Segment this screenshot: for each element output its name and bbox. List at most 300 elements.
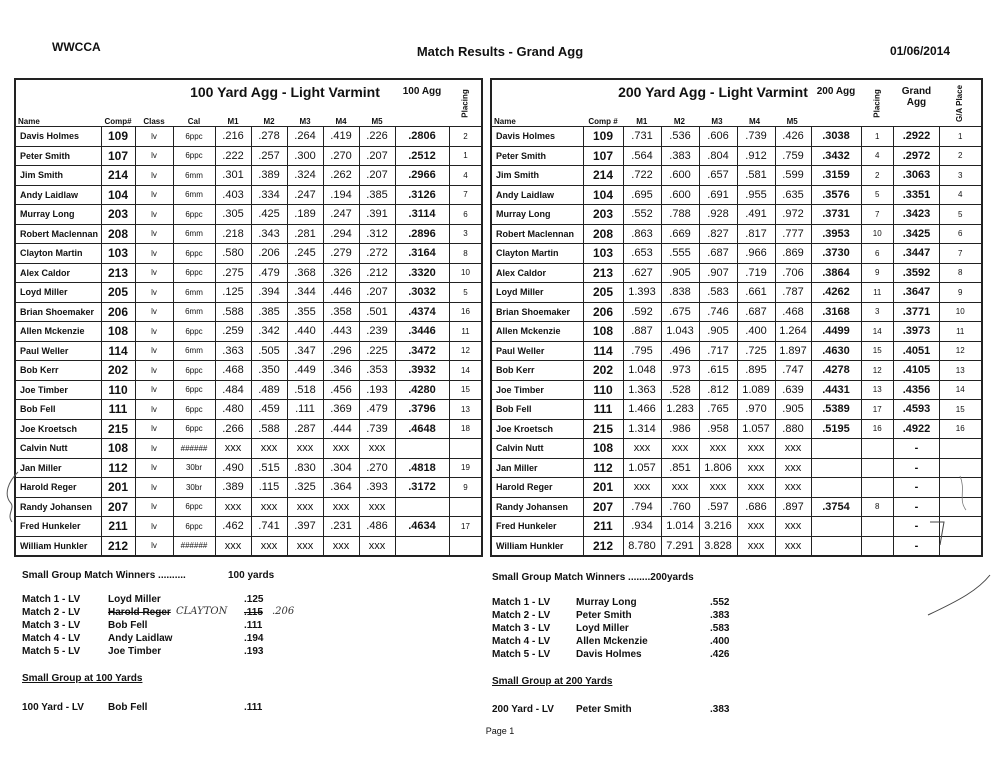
cell-m1: xxx <box>623 478 661 498</box>
cell-grand-agg: .4593 <box>893 400 939 420</box>
cell-class: lv <box>135 419 173 439</box>
cell-cal: 6mm <box>173 341 215 361</box>
cell-m4: xxx <box>323 439 359 459</box>
match-winner: Peter Smith <box>576 610 632 621</box>
cell-m5: .212 <box>359 263 395 283</box>
cell-name: Davis Holmes <box>491 127 583 147</box>
cell-agg: .2896 <box>395 224 449 244</box>
cell-m2: 1.283 <box>661 400 699 420</box>
cell-m1: .222 <box>215 146 251 166</box>
cell-ga-place: 14 <box>939 380 981 400</box>
cell-placing: 17 <box>449 517 482 537</box>
cell-grand-agg: .4356 <box>893 380 939 400</box>
table-row <box>15 517 482 537</box>
cell-name: Allen Mckenzie <box>15 322 101 342</box>
cell-name: Jim Smith <box>15 166 101 186</box>
cell-m1: .266 <box>215 419 251 439</box>
table-row <box>491 166 982 186</box>
cell-comp: 109 <box>101 127 135 147</box>
cell-m5: .635 <box>775 185 811 205</box>
cell-name: Bob Kerr <box>15 361 101 381</box>
cell-comp: 213 <box>583 263 623 283</box>
cell-class: lv <box>135 478 173 498</box>
table-title-200: 200 Yard Agg - Light Varmint <box>618 84 808 100</box>
cell-m3: .687 <box>699 244 737 264</box>
cell-class: lv <box>135 127 173 147</box>
cell-comp: 107 <box>101 146 135 166</box>
cell-m5: .207 <box>359 146 395 166</box>
table-row <box>491 536 982 556</box>
cell-name: Calvin Nutt <box>491 439 583 459</box>
col-m2: M2 <box>263 117 275 126</box>
cell-m2: .675 <box>661 302 699 322</box>
cell-m3: .765 <box>699 400 737 420</box>
cell-name: Loyd Miller <box>15 283 101 303</box>
cell-m2: .257 <box>251 146 287 166</box>
cell-name: Fred Hunkeler <box>15 517 101 537</box>
cell-m3: .324 <box>287 166 323 186</box>
cell-class: lv <box>135 302 173 322</box>
cell-placing <box>861 458 893 478</box>
cell-cal: 6mm <box>173 302 215 322</box>
cell-comp: 110 <box>583 380 623 400</box>
cell-m4: .955 <box>737 185 775 205</box>
right-sg-heading: Small Group at 200 Yards <box>492 676 613 687</box>
cell-name: Fred Hunkeler <box>491 517 583 537</box>
cell-m3: .583 <box>699 283 737 303</box>
cell-m2: .528 <box>661 380 699 400</box>
match-label: Match 1 - LV <box>22 594 81 605</box>
cell-m4: .279 <box>323 244 359 264</box>
left-sg-value: .111 <box>244 702 263 713</box>
cell-m5: 1.897 <box>775 341 811 361</box>
cell-comp: 215 <box>101 419 135 439</box>
cell-class: lv <box>135 166 173 186</box>
cell-agg: .3164 <box>395 244 449 264</box>
cell-m4: .419 <box>323 127 359 147</box>
cell-m4: xxx <box>737 478 775 498</box>
cell-agg: .4818 <box>395 458 449 478</box>
table-row <box>15 127 482 147</box>
table-row <box>15 146 482 166</box>
cell-m2: xxx <box>661 478 699 498</box>
cell-placing: 12 <box>449 341 482 361</box>
left-sg-label: 100 Yard - LV <box>22 702 84 713</box>
left-summary-yards: 100 yards <box>228 570 275 581</box>
table-row <box>491 302 982 322</box>
cell-name: Randy Johansen <box>491 497 583 517</box>
cell-m4: .294 <box>323 224 359 244</box>
cell-comp: 203 <box>101 205 135 225</box>
cell-m2: .505 <box>251 341 287 361</box>
cell-m2: .760 <box>661 497 699 517</box>
cell-grand-agg: .3063 <box>893 166 939 186</box>
cell-m3: 3.216 <box>699 517 737 537</box>
table-row <box>491 458 982 478</box>
cell-m4: .817 <box>737 224 775 244</box>
cell-m3: xxx <box>287 536 323 556</box>
cell-class: lv <box>135 536 173 556</box>
col-m3: M3 <box>711 117 723 126</box>
cell-m1: .490 <box>215 458 251 478</box>
table-row <box>15 263 482 283</box>
cell-agg: .4262 <box>811 283 861 303</box>
col-agg-100: 100 Agg <box>395 79 449 127</box>
cell-grand-agg: - <box>893 517 939 537</box>
match-label: Match 2 - LV <box>492 610 551 621</box>
cell-m5: xxx <box>775 439 811 459</box>
cell-grand-agg: .3647 <box>893 283 939 303</box>
cell-m3: .397 <box>287 517 323 537</box>
cell-m4: .686 <box>737 497 775 517</box>
cell-cal: 6mm <box>173 224 215 244</box>
cell-grand-agg: .4051 <box>893 341 939 361</box>
cell-m1: .731 <box>623 127 661 147</box>
cell-m1: .588 <box>215 302 251 322</box>
cell-class: lv <box>135 224 173 244</box>
cell-comp: 108 <box>583 439 623 459</box>
cell-m2: .555 <box>661 244 699 264</box>
cell-m2: xxx <box>661 439 699 459</box>
match-winner: Joe Timber <box>108 646 162 657</box>
table-row <box>15 205 482 225</box>
cell-ga-place: 15 <box>939 400 981 420</box>
cell-placing: 13 <box>449 400 482 420</box>
cell-name: Loyd Miller <box>491 283 583 303</box>
cell-placing: 7 <box>861 205 893 225</box>
cell-cal: ###### <box>173 536 215 556</box>
match-value: .383 <box>710 610 730 621</box>
cell-m1: .627 <box>623 263 661 283</box>
handwritten-correction-name: CLAYTON <box>176 606 228 617</box>
cell-m4: .895 <box>737 361 775 381</box>
match-value: .115 <box>244 607 263 618</box>
cell-ga-place: 2 <box>939 146 981 166</box>
cell-m4: 1.057 <box>737 419 775 439</box>
cell-cal: 6ppc <box>173 400 215 420</box>
cell-m5: .706 <box>775 263 811 283</box>
cell-m2: .741 <box>251 517 287 537</box>
cell-comp: 110 <box>101 380 135 400</box>
match-value: .426 <box>710 649 730 660</box>
cell-m3: .928 <box>699 205 737 225</box>
match-value: .111 <box>244 620 263 631</box>
pen-mark-left <box>0 468 30 528</box>
cell-grand-agg: .3351 <box>893 185 939 205</box>
cell-placing: 15 <box>861 341 893 361</box>
cell-m1: .259 <box>215 322 251 342</box>
cell-m2: .588 <box>251 419 287 439</box>
cell-m2: .394 <box>251 283 287 303</box>
cell-m2: .425 <box>251 205 287 225</box>
cell-m4: .247 <box>323 205 359 225</box>
cell-cal: 6ppc <box>173 361 215 381</box>
cell-m4: .444 <box>323 419 359 439</box>
cell-m2: .334 <box>251 185 287 205</box>
cell-m1: 1.314 <box>623 419 661 439</box>
match-value: .125 <box>244 594 264 605</box>
cell-m1: .125 <box>215 283 251 303</box>
table-row <box>491 517 982 537</box>
cell-comp: 104 <box>101 185 135 205</box>
cell-m5: .225 <box>359 341 395 361</box>
cell-placing <box>861 517 893 537</box>
cell-m5: xxx <box>359 536 395 556</box>
cell-m3: .905 <box>699 322 737 342</box>
cell-m4: xxx <box>323 536 359 556</box>
cell-agg: .4280 <box>395 380 449 400</box>
cell-agg: .4374 <box>395 302 449 322</box>
cell-agg: .4634 <box>395 517 449 537</box>
cell-m4: .400 <box>737 322 775 342</box>
cell-name: Alex Caldor <box>15 263 101 283</box>
cell-placing <box>861 536 893 556</box>
cell-m3: xxx <box>287 439 323 459</box>
cell-m5: xxx <box>775 458 811 478</box>
cell-name: Brian Shoemaker <box>491 302 583 322</box>
cell-agg: .3731 <box>811 205 861 225</box>
cell-grand-agg: - <box>893 439 939 459</box>
cell-agg: .2512 <box>395 146 449 166</box>
cell-m3: .597 <box>699 497 737 517</box>
cell-m2: .115 <box>251 478 287 498</box>
cell-m4: .739 <box>737 127 775 147</box>
cell-comp: 111 <box>583 400 623 420</box>
table-row <box>15 400 482 420</box>
cell-ga-place: 13 <box>939 361 981 381</box>
cell-cal: 6mm <box>173 185 215 205</box>
cell-m2: 7.291 <box>661 536 699 556</box>
cell-cal: 6ppc <box>173 497 215 517</box>
left-sg-name: Bob Fell <box>108 702 148 713</box>
cell-m3: .606 <box>699 127 737 147</box>
cell-m1: .592 <box>623 302 661 322</box>
cell-grand-agg: .2972 <box>893 146 939 166</box>
cell-m1: 1.393 <box>623 283 661 303</box>
cell-placing: 2 <box>449 127 482 147</box>
cell-agg <box>811 458 861 478</box>
cell-ga-place: 6 <box>939 224 981 244</box>
col-placing: Placing <box>460 88 470 118</box>
cell-m2: .851 <box>661 458 699 478</box>
cell-class: lv <box>135 146 173 166</box>
table-row <box>491 478 982 498</box>
cell-placing: 13 <box>861 380 893 400</box>
cell-m2: .905 <box>661 263 699 283</box>
cell-m5: xxx <box>359 439 395 459</box>
cell-m2: .383 <box>661 146 699 166</box>
cell-m3: .111 <box>287 400 323 420</box>
report-date: 01/06/2014 <box>889 44 950 58</box>
cell-comp: 211 <box>101 517 135 537</box>
table-row <box>491 419 982 439</box>
cell-m5: .787 <box>775 283 811 303</box>
cell-m3: .657 <box>699 166 737 186</box>
cell-m4: xxx <box>737 439 775 459</box>
cell-m5: .239 <box>359 322 395 342</box>
cell-agg: .3796 <box>395 400 449 420</box>
cell-m3: .347 <box>287 341 323 361</box>
match-value: .552 <box>710 597 730 608</box>
cell-name: Harold Reger <box>15 478 101 498</box>
cell-m3: .247 <box>287 185 323 205</box>
cell-ga-place: 11 <box>939 322 981 342</box>
cell-m4: .725 <box>737 341 775 361</box>
table-row <box>491 322 982 342</box>
cell-comp: 202 <box>583 361 623 381</box>
cell-comp: 112 <box>583 458 623 478</box>
cell-m4: .296 <box>323 341 359 361</box>
right-sg-value: .383 <box>710 704 730 715</box>
cell-m5: .479 <box>359 400 395 420</box>
match-winner: Davis Holmes <box>576 649 642 660</box>
cell-m1: .887 <box>623 322 661 342</box>
cell-agg: .4630 <box>811 341 861 361</box>
cell-agg: .3320 <box>395 263 449 283</box>
col-comp: Comp # <box>583 79 623 127</box>
cell-agg <box>811 478 861 498</box>
cell-comp: 203 <box>583 205 623 225</box>
table-row <box>15 244 482 264</box>
cell-agg: .3038 <box>811 127 861 147</box>
cell-m4: .581 <box>737 166 775 186</box>
cell-agg: .4499 <box>811 322 861 342</box>
cell-m2: .973 <box>661 361 699 381</box>
cell-m3: .325 <box>287 478 323 498</box>
cell-grand-agg: .3447 <box>893 244 939 264</box>
cell-grand-agg: .4105 <box>893 361 939 381</box>
cell-placing: 6 <box>449 205 482 225</box>
cell-m5: .739 <box>359 419 395 439</box>
cell-m4: .364 <box>323 478 359 498</box>
cell-m3: .746 <box>699 302 737 322</box>
table-row <box>491 244 982 264</box>
cell-name: Calvin Nutt <box>15 439 101 459</box>
cell-m4: .326 <box>323 263 359 283</box>
cell-placing <box>449 439 482 459</box>
cell-m4: 1.089 <box>737 380 775 400</box>
cell-m5: .193 <box>359 380 395 400</box>
cell-m1: .863 <box>623 224 661 244</box>
cell-m3: .958 <box>699 419 737 439</box>
cell-m4: .194 <box>323 185 359 205</box>
cell-m5: .468 <box>775 302 811 322</box>
cell-m3: .907 <box>699 263 737 283</box>
match-winner: Loyd Miller <box>108 594 161 605</box>
cell-m2: .788 <box>661 205 699 225</box>
cell-m2: .206 <box>251 244 287 264</box>
cell-comp: 211 <box>583 517 623 537</box>
cell-m5: xxx <box>359 497 395 517</box>
match-label: Match 5 - LV <box>492 649 551 660</box>
cell-comp: 108 <box>583 322 623 342</box>
cell-name: Davis Holmes <box>15 127 101 147</box>
cell-m2: .350 <box>251 361 287 381</box>
cell-agg: .4431 <box>811 380 861 400</box>
cell-class: lv <box>135 400 173 420</box>
left-summary-heading: Small Group Match Winners .......... <box>22 570 186 581</box>
cell-m2: .459 <box>251 400 287 420</box>
cell-m1: 1.466 <box>623 400 661 420</box>
match-value: .400 <box>710 636 730 647</box>
col-name: Name <box>491 79 583 127</box>
table-row <box>491 283 982 303</box>
cell-placing: 7 <box>449 185 482 205</box>
cell-cal: 6ppc <box>173 263 215 283</box>
cell-agg: .3730 <box>811 244 861 264</box>
cell-name: Bob Fell <box>15 400 101 420</box>
table-row <box>15 166 482 186</box>
cell-placing <box>861 439 893 459</box>
cell-m4: .270 <box>323 146 359 166</box>
cell-class: lv <box>135 380 173 400</box>
cell-m3: .812 <box>699 380 737 400</box>
cell-cal: 6ppc <box>173 380 215 400</box>
cell-agg <box>811 439 861 459</box>
cell-grand-agg: - <box>893 458 939 478</box>
cell-m1: .301 <box>215 166 251 186</box>
cell-m1: .462 <box>215 517 251 537</box>
cell-ga-place: 12 <box>939 341 981 361</box>
cell-cal: 6mm <box>173 166 215 186</box>
cell-ga-place: 4 <box>939 185 981 205</box>
cell-cal: 6mm <box>173 283 215 303</box>
cell-m3: .300 <box>287 146 323 166</box>
cell-agg: .3446 <box>395 322 449 342</box>
cell-grand-agg: .3771 <box>893 302 939 322</box>
cell-m4: .491 <box>737 205 775 225</box>
cell-class: lv <box>135 439 173 459</box>
cell-m2: 1.043 <box>661 322 699 342</box>
cell-m3: .615 <box>699 361 737 381</box>
cell-m3: xxx <box>699 439 737 459</box>
cell-placing: 8 <box>449 244 482 264</box>
cell-m5: .905 <box>775 400 811 420</box>
cell-cal: ###### <box>173 439 215 459</box>
cell-ga-place <box>939 439 981 459</box>
match-winner: Loyd Miller <box>576 623 629 634</box>
match-value: .194 <box>244 633 264 644</box>
table-row <box>15 478 482 498</box>
cell-m5: xxx <box>775 517 811 537</box>
cell-m1: .794 <box>623 497 661 517</box>
cell-agg: .3032 <box>395 283 449 303</box>
cell-placing: 3 <box>449 224 482 244</box>
table-row <box>491 380 982 400</box>
cell-m3: xxx <box>287 497 323 517</box>
cell-m2: .536 <box>661 127 699 147</box>
table-row <box>15 380 482 400</box>
page-title: Match Results - Grand Agg <box>416 44 584 59</box>
cell-m1: .216 <box>215 127 251 147</box>
cell-m2: .496 <box>661 341 699 361</box>
cell-m2: .389 <box>251 166 287 186</box>
cell-class: lv <box>135 263 173 283</box>
col-agg-200: 200 Agg <box>811 79 861 127</box>
cell-placing: 12 <box>861 361 893 381</box>
cell-grand-agg: .3973 <box>893 322 939 342</box>
table-row <box>491 400 982 420</box>
cell-ga-place: 1 <box>939 127 981 147</box>
cell-m4: .719 <box>737 263 775 283</box>
cell-name: Bob Kerr <box>491 361 583 381</box>
col-class: Class <box>135 79 173 127</box>
cell-m3: .368 <box>287 263 323 283</box>
cell-agg <box>395 536 449 556</box>
cell-cal: 30br <box>173 478 215 498</box>
cell-m3: .264 <box>287 127 323 147</box>
cell-m5: .391 <box>359 205 395 225</box>
